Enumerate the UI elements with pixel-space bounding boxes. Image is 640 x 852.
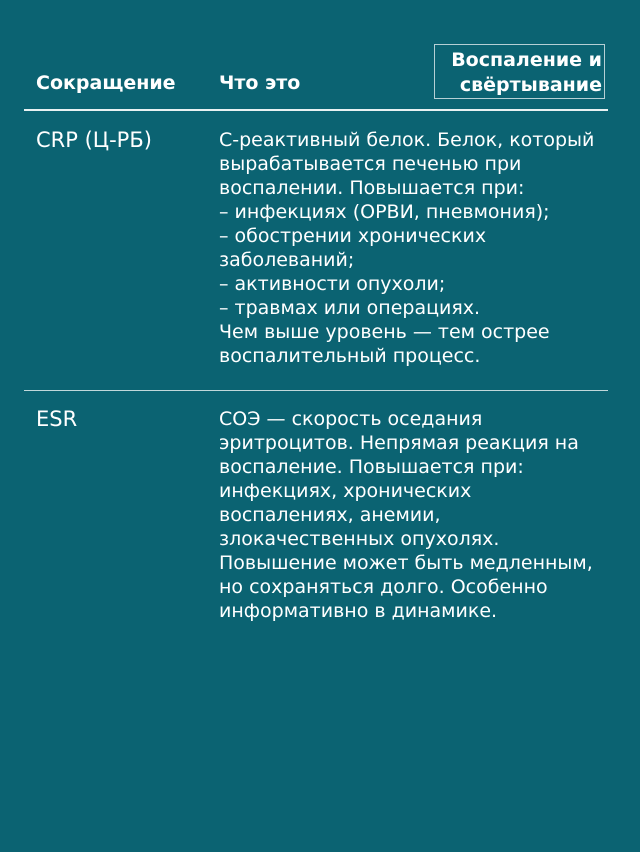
table-header — [0, 0, 640, 112]
row-divider — [24, 390, 608, 391]
description-line: воспаление. Повышается при: — [219, 456, 524, 478]
description-line: злокачественных опухолях. — [219, 528, 500, 550]
description-line: инфекциях, хронических — [219, 480, 472, 502]
description-line: – обострении хронических — [219, 225, 487, 247]
description-line: – травмах или операциях. — [219, 297, 481, 319]
column-header-abbreviation: Сокращение — [36, 72, 176, 94]
description-line: эритроцитов. Непрямая реакция на — [219, 432, 579, 454]
description-line: С-реактивный белок. Белок, который — [219, 129, 595, 151]
description-line: – инфекциях (ОРВИ, пневмония); — [219, 201, 550, 223]
description-line: заболеваний; — [219, 249, 355, 271]
description-line: но сохраняться долго. Особенно — [219, 576, 548, 598]
description-line: информативно в динамике. — [219, 600, 498, 622]
category-badge — [434, 44, 605, 99]
row-abbreviation: ESR — [36, 407, 78, 431]
description-line: – активности опухоли; — [219, 273, 446, 295]
description-line: Чем выше уровень — тем острее — [219, 321, 550, 343]
category-line-2: свёртывание — [459, 74, 602, 96]
row-description — [219, 407, 629, 623]
header-divider — [24, 109, 608, 111]
row-description — [219, 128, 629, 368]
column-header-description: Что это — [219, 72, 301, 94]
category-line-1: Воспаление и — [451, 49, 602, 71]
description-line: воспалениях, анемии, — [219, 504, 441, 526]
description-line: воспалении. Повышается при: — [219, 177, 525, 199]
description-line: вырабатывается печенью при — [219, 153, 522, 175]
row-abbreviation: CRP (Ц-РБ) — [36, 128, 152, 152]
description-line: воспалительный процесс. — [219, 345, 481, 367]
description-line: СОЭ — скорость оседания — [219, 408, 483, 430]
description-line: Повышение может быть медленным, — [219, 552, 593, 574]
